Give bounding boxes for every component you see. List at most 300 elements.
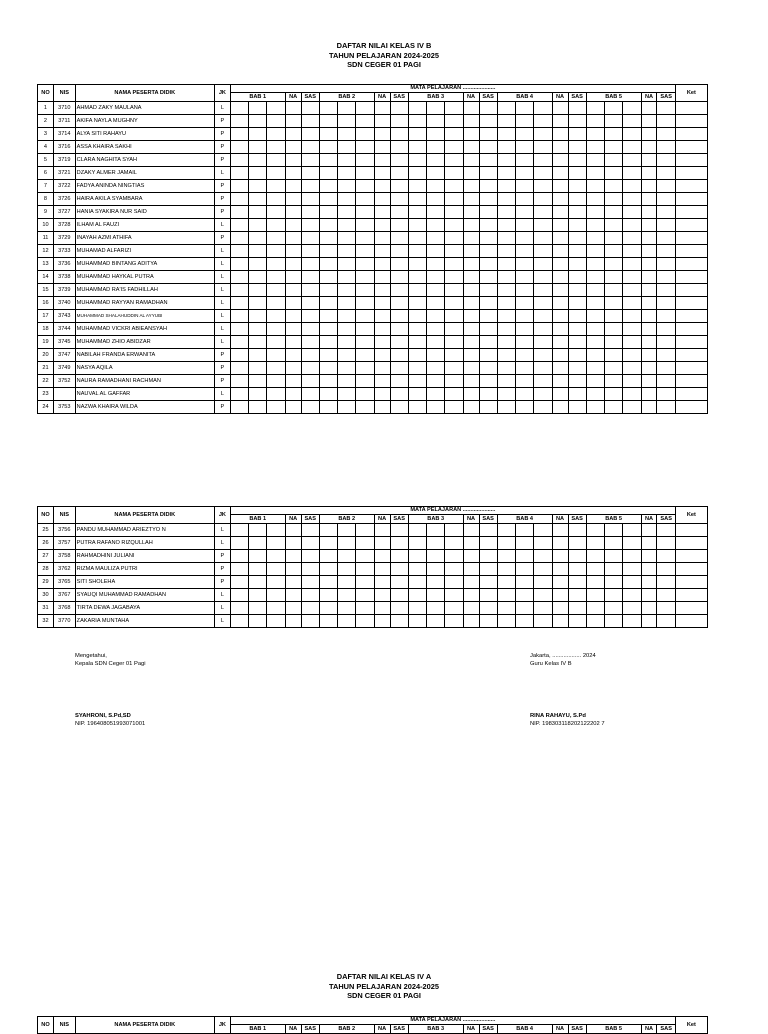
cell-score[interactable] bbox=[497, 258, 515, 271]
cell-score[interactable] bbox=[230, 550, 248, 563]
cell-score[interactable] bbox=[568, 167, 586, 180]
cell-score[interactable] bbox=[301, 602, 319, 615]
cell-score[interactable] bbox=[479, 388, 497, 401]
cell-score[interactable] bbox=[463, 128, 479, 141]
cell-score[interactable] bbox=[230, 154, 248, 167]
cell-score[interactable] bbox=[605, 167, 623, 180]
cell-score[interactable] bbox=[267, 323, 285, 336]
cell-score[interactable] bbox=[586, 375, 604, 388]
cell-score[interactable] bbox=[427, 232, 445, 245]
cell-score[interactable] bbox=[516, 537, 534, 550]
cell-score[interactable] bbox=[641, 128, 657, 141]
cell-score[interactable] bbox=[534, 388, 552, 401]
cell-score[interactable] bbox=[623, 375, 641, 388]
cell-score[interactable] bbox=[552, 388, 568, 401]
cell-score[interactable] bbox=[479, 323, 497, 336]
cell-score[interactable] bbox=[516, 401, 534, 414]
cell-score[interactable] bbox=[301, 219, 319, 232]
cell-score[interactable] bbox=[338, 388, 356, 401]
cell-score[interactable] bbox=[479, 563, 497, 576]
cell-score[interactable] bbox=[230, 524, 248, 537]
cell-score[interactable] bbox=[319, 401, 337, 414]
cell-score[interactable] bbox=[408, 563, 426, 576]
cell-score[interactable] bbox=[586, 589, 604, 602]
cell-score[interactable] bbox=[338, 115, 356, 128]
cell-score[interactable] bbox=[427, 206, 445, 219]
cell-score[interactable] bbox=[338, 232, 356, 245]
cell-score[interactable] bbox=[445, 615, 463, 628]
cell-score[interactable] bbox=[641, 102, 657, 115]
cell-score[interactable] bbox=[319, 323, 337, 336]
cell-score[interactable] bbox=[497, 141, 515, 154]
cell-score[interactable] bbox=[568, 537, 586, 550]
cell-score[interactable] bbox=[657, 563, 675, 576]
cell-score[interactable] bbox=[445, 524, 463, 537]
cell-score[interactable] bbox=[445, 550, 463, 563]
cell-score[interactable] bbox=[445, 589, 463, 602]
cell-score[interactable] bbox=[516, 219, 534, 232]
cell-score[interactable] bbox=[319, 193, 337, 206]
cell-score[interactable] bbox=[516, 323, 534, 336]
cell-score[interactable] bbox=[285, 245, 301, 258]
cell-score[interactable] bbox=[463, 193, 479, 206]
cell-score[interactable] bbox=[516, 232, 534, 245]
cell-score[interactable] bbox=[641, 154, 657, 167]
cell-score[interactable] bbox=[285, 284, 301, 297]
cell-score[interactable] bbox=[516, 245, 534, 258]
cell-score[interactable] bbox=[552, 537, 568, 550]
cell-score[interactable] bbox=[497, 323, 515, 336]
cell-score[interactable] bbox=[319, 576, 337, 589]
cell-score[interactable] bbox=[338, 284, 356, 297]
cell-score[interactable] bbox=[319, 537, 337, 550]
cell-score[interactable] bbox=[586, 323, 604, 336]
cell-score[interactable] bbox=[657, 615, 675, 628]
cell-score[interactable] bbox=[427, 537, 445, 550]
cell-score[interactable] bbox=[568, 349, 586, 362]
cell-score[interactable] bbox=[623, 310, 641, 323]
cell-score[interactable] bbox=[374, 297, 390, 310]
cell-score[interactable] bbox=[356, 563, 374, 576]
cell-score[interactable] bbox=[230, 375, 248, 388]
cell-score[interactable] bbox=[445, 284, 463, 297]
cell-score[interactable] bbox=[463, 550, 479, 563]
cell-score[interactable] bbox=[516, 550, 534, 563]
cell-score[interactable] bbox=[301, 537, 319, 550]
cell-score[interactable] bbox=[552, 141, 568, 154]
cell-score[interactable] bbox=[497, 537, 515, 550]
cell-score[interactable] bbox=[623, 323, 641, 336]
cell-score[interactable] bbox=[657, 388, 675, 401]
cell-score[interactable] bbox=[285, 388, 301, 401]
cell-score[interactable] bbox=[390, 615, 408, 628]
cell-score[interactable] bbox=[657, 524, 675, 537]
cell-score[interactable] bbox=[605, 141, 623, 154]
cell-score[interactable] bbox=[249, 362, 267, 375]
cell-score[interactable] bbox=[605, 206, 623, 219]
cell-score[interactable] bbox=[267, 310, 285, 323]
cell-score[interactable] bbox=[445, 167, 463, 180]
cell-ket[interactable] bbox=[675, 167, 707, 180]
cell-score[interactable] bbox=[408, 271, 426, 284]
cell-score[interactable] bbox=[605, 102, 623, 115]
cell-score[interactable] bbox=[301, 297, 319, 310]
cell-score[interactable] bbox=[427, 115, 445, 128]
cell-score[interactable] bbox=[408, 524, 426, 537]
cell-score[interactable] bbox=[356, 524, 374, 537]
cell-score[interactable] bbox=[463, 219, 479, 232]
cell-score[interactable] bbox=[374, 219, 390, 232]
cell-score[interactable] bbox=[390, 284, 408, 297]
cell-score[interactable] bbox=[605, 576, 623, 589]
cell-score[interactable] bbox=[408, 537, 426, 550]
cell-score[interactable] bbox=[267, 154, 285, 167]
cell-score[interactable] bbox=[623, 180, 641, 193]
cell-score[interactable] bbox=[605, 154, 623, 167]
cell-score[interactable] bbox=[605, 349, 623, 362]
cell-score[interactable] bbox=[374, 401, 390, 414]
cell-score[interactable] bbox=[408, 310, 426, 323]
cell-score[interactable] bbox=[301, 154, 319, 167]
cell-score[interactable] bbox=[516, 180, 534, 193]
cell-score[interactable] bbox=[319, 349, 337, 362]
cell-score[interactable] bbox=[657, 550, 675, 563]
cell-score[interactable] bbox=[641, 271, 657, 284]
cell-score[interactable] bbox=[552, 206, 568, 219]
cell-score[interactable] bbox=[374, 323, 390, 336]
cell-score[interactable] bbox=[285, 206, 301, 219]
cell-score[interactable] bbox=[534, 602, 552, 615]
cell-score[interactable] bbox=[390, 219, 408, 232]
cell-score[interactable] bbox=[230, 193, 248, 206]
cell-score[interactable] bbox=[427, 297, 445, 310]
cell-score[interactable] bbox=[374, 245, 390, 258]
cell-score[interactable] bbox=[285, 375, 301, 388]
cell-score[interactable] bbox=[356, 310, 374, 323]
cell-score[interactable] bbox=[319, 219, 337, 232]
cell-score[interactable] bbox=[479, 602, 497, 615]
cell-score[interactable] bbox=[623, 232, 641, 245]
cell-score[interactable] bbox=[249, 375, 267, 388]
cell-score[interactable] bbox=[285, 271, 301, 284]
cell-score[interactable] bbox=[285, 193, 301, 206]
cell-score[interactable] bbox=[641, 563, 657, 576]
cell-score[interactable] bbox=[623, 128, 641, 141]
cell-score[interactable] bbox=[534, 297, 552, 310]
cell-score[interactable] bbox=[623, 206, 641, 219]
cell-score[interactable] bbox=[605, 115, 623, 128]
cell-score[interactable] bbox=[552, 193, 568, 206]
cell-score[interactable] bbox=[641, 232, 657, 245]
cell-score[interactable] bbox=[623, 602, 641, 615]
cell-score[interactable] bbox=[230, 537, 248, 550]
cell-score[interactable] bbox=[285, 550, 301, 563]
cell-score[interactable] bbox=[534, 401, 552, 414]
cell-score[interactable] bbox=[427, 180, 445, 193]
cell-score[interactable] bbox=[534, 375, 552, 388]
cell-score[interactable] bbox=[586, 615, 604, 628]
cell-score[interactable] bbox=[374, 589, 390, 602]
cell-score[interactable] bbox=[445, 563, 463, 576]
cell-score[interactable] bbox=[479, 167, 497, 180]
cell-score[interactable] bbox=[641, 219, 657, 232]
cell-score[interactable] bbox=[374, 154, 390, 167]
cell-score[interactable] bbox=[534, 206, 552, 219]
cell-score[interactable] bbox=[230, 349, 248, 362]
cell-score[interactable] bbox=[605, 297, 623, 310]
cell-score[interactable] bbox=[338, 167, 356, 180]
cell-score[interactable] bbox=[427, 524, 445, 537]
cell-score[interactable] bbox=[338, 524, 356, 537]
cell-score[interactable] bbox=[285, 602, 301, 615]
cell-score[interactable] bbox=[516, 362, 534, 375]
cell-score[interactable] bbox=[338, 219, 356, 232]
cell-score[interactable] bbox=[641, 589, 657, 602]
cell-score[interactable] bbox=[568, 615, 586, 628]
cell-score[interactable] bbox=[552, 563, 568, 576]
cell-score[interactable] bbox=[552, 323, 568, 336]
cell-score[interactable] bbox=[568, 271, 586, 284]
cell-score[interactable] bbox=[463, 323, 479, 336]
cell-score[interactable] bbox=[445, 206, 463, 219]
cell-ket[interactable] bbox=[675, 193, 707, 206]
cell-score[interactable] bbox=[390, 245, 408, 258]
cell-score[interactable] bbox=[552, 102, 568, 115]
cell-score[interactable] bbox=[267, 550, 285, 563]
cell-score[interactable] bbox=[374, 180, 390, 193]
cell-score[interactable] bbox=[285, 297, 301, 310]
cell-score[interactable] bbox=[479, 576, 497, 589]
cell-score[interactable] bbox=[285, 258, 301, 271]
cell-ket[interactable] bbox=[675, 388, 707, 401]
cell-score[interactable] bbox=[605, 563, 623, 576]
cell-score[interactable] bbox=[249, 336, 267, 349]
cell-score[interactable] bbox=[319, 206, 337, 219]
cell-score[interactable] bbox=[301, 388, 319, 401]
cell-score[interactable] bbox=[408, 615, 426, 628]
cell-score[interactable] bbox=[479, 401, 497, 414]
cell-score[interactable] bbox=[641, 258, 657, 271]
cell-ket[interactable] bbox=[675, 284, 707, 297]
cell-score[interactable] bbox=[267, 336, 285, 349]
cell-score[interactable] bbox=[230, 245, 248, 258]
cell-score[interactable] bbox=[497, 401, 515, 414]
cell-score[interactable] bbox=[586, 550, 604, 563]
cell-score[interactable] bbox=[445, 388, 463, 401]
cell-score[interactable] bbox=[516, 576, 534, 589]
cell-score[interactable] bbox=[552, 524, 568, 537]
cell-score[interactable] bbox=[641, 310, 657, 323]
cell-score[interactable] bbox=[338, 349, 356, 362]
cell-score[interactable] bbox=[586, 154, 604, 167]
cell-score[interactable] bbox=[356, 349, 374, 362]
cell-score[interactable] bbox=[568, 576, 586, 589]
cell-score[interactable] bbox=[408, 245, 426, 258]
cell-score[interactable] bbox=[408, 388, 426, 401]
cell-score[interactable] bbox=[641, 576, 657, 589]
cell-score[interactable] bbox=[497, 576, 515, 589]
cell-score[interactable] bbox=[497, 154, 515, 167]
cell-score[interactable] bbox=[623, 219, 641, 232]
cell-score[interactable] bbox=[552, 310, 568, 323]
cell-score[interactable] bbox=[445, 258, 463, 271]
cell-score[interactable] bbox=[516, 167, 534, 180]
cell-score[interactable] bbox=[230, 232, 248, 245]
cell-score[interactable] bbox=[267, 180, 285, 193]
cell-score[interactable] bbox=[427, 154, 445, 167]
cell-score[interactable] bbox=[230, 576, 248, 589]
cell-score[interactable] bbox=[267, 245, 285, 258]
cell-score[interactable] bbox=[534, 115, 552, 128]
cell-score[interactable] bbox=[230, 401, 248, 414]
cell-score[interactable] bbox=[586, 193, 604, 206]
cell-score[interactable] bbox=[267, 128, 285, 141]
cell-score[interactable] bbox=[657, 576, 675, 589]
cell-score[interactable] bbox=[230, 258, 248, 271]
cell-score[interactable] bbox=[463, 576, 479, 589]
cell-score[interactable] bbox=[641, 115, 657, 128]
cell-score[interactable] bbox=[623, 336, 641, 349]
cell-score[interactable] bbox=[586, 563, 604, 576]
cell-score[interactable] bbox=[605, 258, 623, 271]
cell-score[interactable] bbox=[285, 524, 301, 537]
cell-score[interactable] bbox=[267, 206, 285, 219]
cell-score[interactable] bbox=[390, 154, 408, 167]
cell-score[interactable] bbox=[301, 284, 319, 297]
cell-score[interactable] bbox=[285, 310, 301, 323]
cell-score[interactable] bbox=[267, 271, 285, 284]
cell-score[interactable] bbox=[267, 141, 285, 154]
cell-score[interactable] bbox=[267, 284, 285, 297]
cell-score[interactable] bbox=[479, 537, 497, 550]
cell-score[interactable] bbox=[267, 602, 285, 615]
cell-score[interactable] bbox=[552, 232, 568, 245]
cell-score[interactable] bbox=[319, 602, 337, 615]
cell-score[interactable] bbox=[552, 362, 568, 375]
cell-score[interactable] bbox=[319, 375, 337, 388]
cell-score[interactable] bbox=[249, 128, 267, 141]
cell-score[interactable] bbox=[249, 563, 267, 576]
cell-score[interactable] bbox=[249, 602, 267, 615]
cell-score[interactable] bbox=[427, 401, 445, 414]
cell-score[interactable] bbox=[445, 576, 463, 589]
cell-score[interactable] bbox=[516, 388, 534, 401]
cell-score[interactable] bbox=[479, 115, 497, 128]
cell-score[interactable] bbox=[497, 362, 515, 375]
cell-score[interactable] bbox=[534, 537, 552, 550]
cell-score[interactable] bbox=[249, 388, 267, 401]
cell-score[interactable] bbox=[552, 297, 568, 310]
cell-score[interactable] bbox=[285, 362, 301, 375]
cell-score[interactable] bbox=[249, 284, 267, 297]
cell-score[interactable] bbox=[338, 563, 356, 576]
cell-score[interactable] bbox=[427, 310, 445, 323]
cell-score[interactable] bbox=[623, 349, 641, 362]
cell-score[interactable] bbox=[319, 310, 337, 323]
cell-score[interactable] bbox=[249, 349, 267, 362]
cell-score[interactable] bbox=[657, 141, 675, 154]
cell-score[interactable] bbox=[497, 563, 515, 576]
cell-score[interactable] bbox=[463, 349, 479, 362]
cell-score[interactable] bbox=[497, 193, 515, 206]
cell-score[interactable] bbox=[479, 193, 497, 206]
cell-score[interactable] bbox=[267, 193, 285, 206]
cell-score[interactable] bbox=[390, 258, 408, 271]
cell-score[interactable] bbox=[445, 602, 463, 615]
cell-ket[interactable] bbox=[675, 524, 707, 537]
cell-score[interactable] bbox=[267, 576, 285, 589]
cell-ket[interactable] bbox=[675, 375, 707, 388]
cell-score[interactable] bbox=[586, 219, 604, 232]
cell-score[interactable] bbox=[605, 602, 623, 615]
cell-ket[interactable] bbox=[675, 323, 707, 336]
cell-score[interactable] bbox=[568, 336, 586, 349]
cell-score[interactable] bbox=[374, 576, 390, 589]
cell-score[interactable] bbox=[390, 323, 408, 336]
cell-score[interactable] bbox=[230, 297, 248, 310]
cell-score[interactable] bbox=[390, 602, 408, 615]
cell-score[interactable] bbox=[338, 576, 356, 589]
cell-score[interactable] bbox=[390, 128, 408, 141]
cell-score[interactable] bbox=[338, 141, 356, 154]
cell-score[interactable] bbox=[568, 550, 586, 563]
cell-score[interactable] bbox=[657, 245, 675, 258]
cell-score[interactable] bbox=[479, 141, 497, 154]
cell-score[interactable] bbox=[516, 297, 534, 310]
cell-score[interactable] bbox=[249, 167, 267, 180]
cell-score[interactable] bbox=[319, 245, 337, 258]
cell-score[interactable] bbox=[230, 362, 248, 375]
cell-score[interactable] bbox=[230, 128, 248, 141]
cell-score[interactable] bbox=[285, 232, 301, 245]
cell-score[interactable] bbox=[657, 128, 675, 141]
cell-score[interactable] bbox=[319, 589, 337, 602]
cell-score[interactable] bbox=[479, 362, 497, 375]
cell-score[interactable] bbox=[463, 284, 479, 297]
cell-ket[interactable] bbox=[675, 563, 707, 576]
cell-score[interactable] bbox=[249, 245, 267, 258]
cell-score[interactable] bbox=[267, 167, 285, 180]
cell-score[interactable] bbox=[267, 375, 285, 388]
cell-score[interactable] bbox=[390, 167, 408, 180]
cell-score[interactable] bbox=[586, 602, 604, 615]
cell-score[interactable] bbox=[657, 310, 675, 323]
cell-score[interactable] bbox=[390, 141, 408, 154]
cell-ket[interactable] bbox=[675, 258, 707, 271]
cell-score[interactable] bbox=[463, 362, 479, 375]
cell-score[interactable] bbox=[285, 349, 301, 362]
cell-score[interactable] bbox=[445, 271, 463, 284]
cell-score[interactable] bbox=[390, 375, 408, 388]
cell-score[interactable] bbox=[408, 193, 426, 206]
cell-score[interactable] bbox=[408, 102, 426, 115]
cell-score[interactable] bbox=[267, 219, 285, 232]
cell-score[interactable] bbox=[374, 375, 390, 388]
cell-score[interactable] bbox=[586, 271, 604, 284]
cell-score[interactable] bbox=[657, 375, 675, 388]
cell-score[interactable] bbox=[230, 615, 248, 628]
cell-score[interactable] bbox=[427, 550, 445, 563]
cell-score[interactable] bbox=[552, 167, 568, 180]
cell-score[interactable] bbox=[427, 388, 445, 401]
cell-score[interactable] bbox=[534, 284, 552, 297]
cell-score[interactable] bbox=[301, 323, 319, 336]
cell-score[interactable] bbox=[605, 336, 623, 349]
cell-score[interactable] bbox=[641, 167, 657, 180]
cell-score[interactable] bbox=[319, 388, 337, 401]
cell-ket[interactable] bbox=[675, 310, 707, 323]
cell-score[interactable] bbox=[463, 102, 479, 115]
